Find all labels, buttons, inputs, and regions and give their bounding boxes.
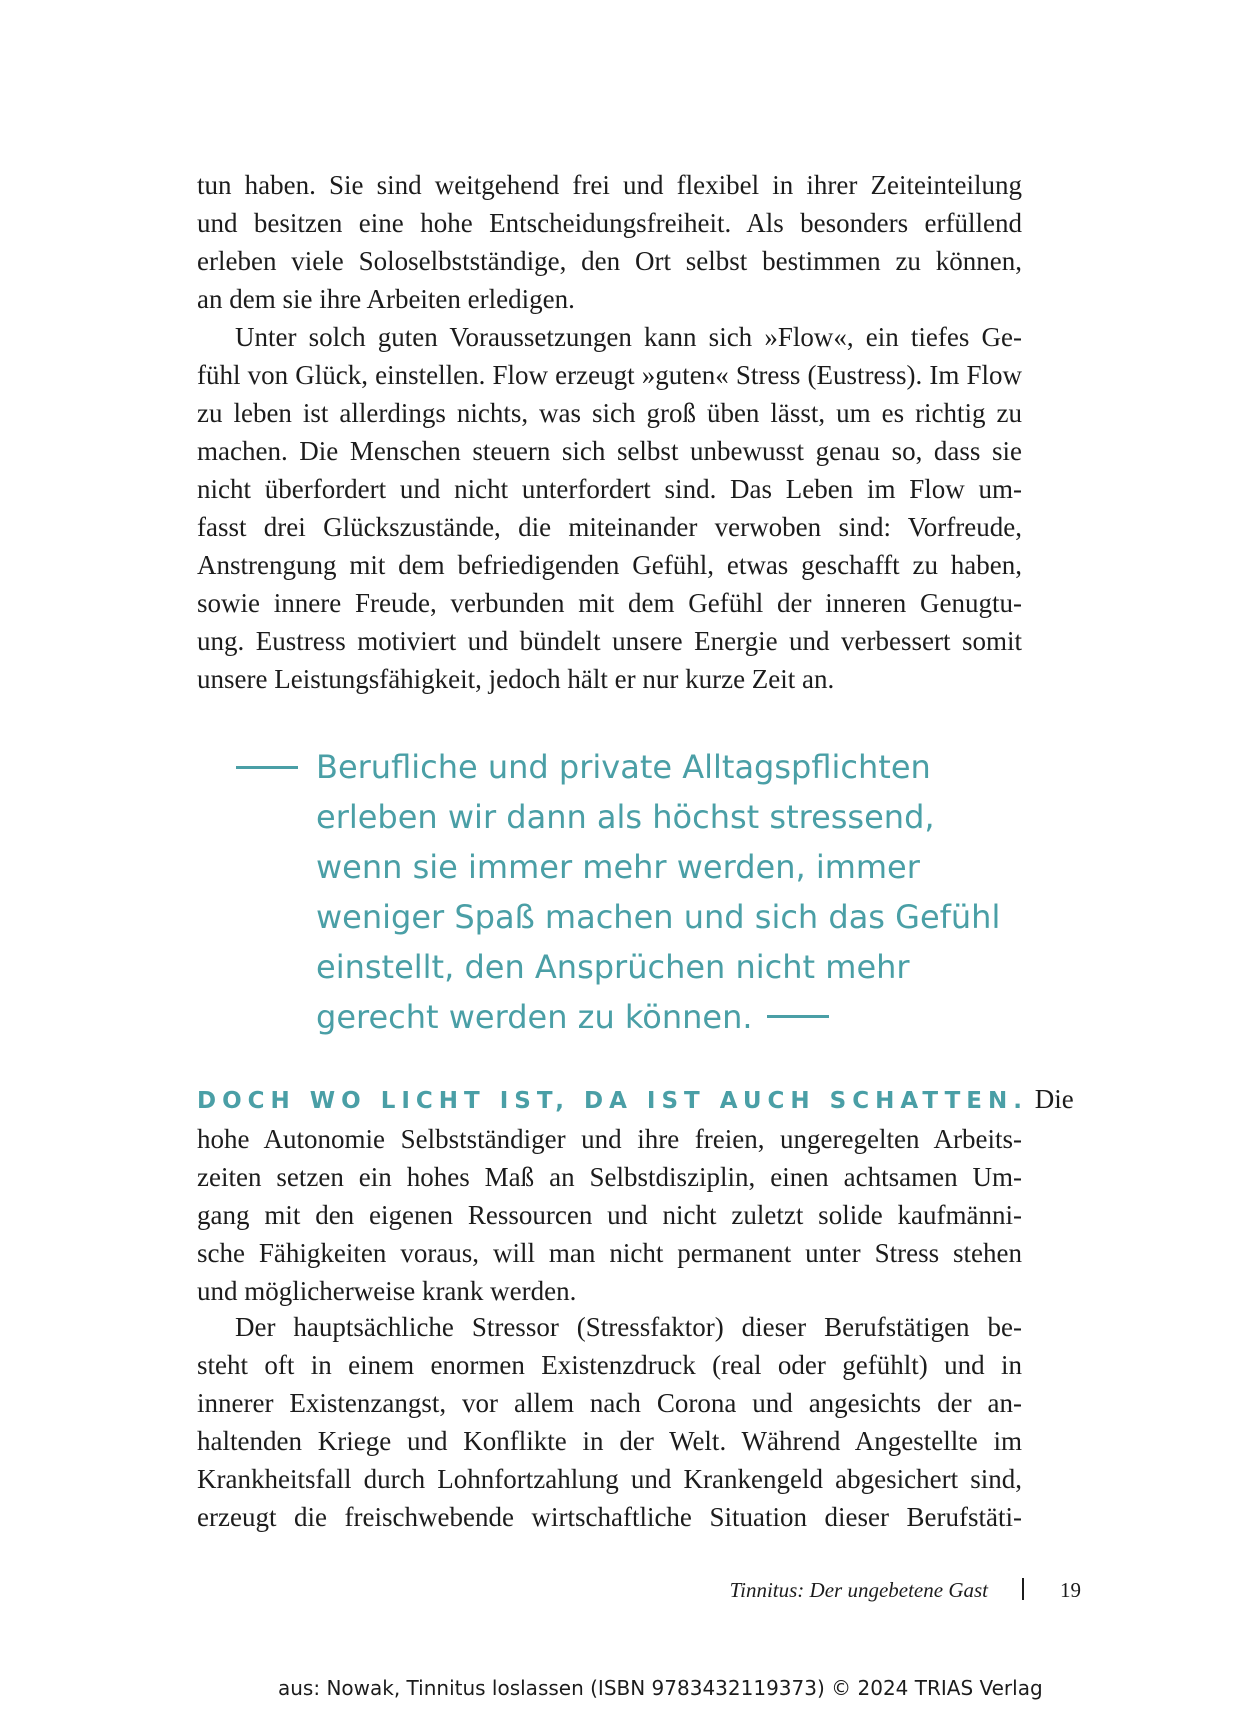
paragraph-line: Krankheitsfall durch Lohnfortzahlung und Krankengeld abgesichert sind, [197,1464,1022,1494]
section-heading: DOCH WO LICHT IST, DA IST AUCH SCHATTEN. [197,1088,1028,1114]
paragraph-1 [197,166,1022,318]
paragraph-line: sche Fähigkeiten voraus, will man nicht permanent unter Stress stehen [197,1238,1022,1268]
paragraph-line: fühl von Glück, einstellen. Flow erzeugt »guten« Stress (Eustress). Im Flow [197,360,1022,390]
running-footer [600,1574,1100,1608]
quote-dash-open [236,766,298,769]
paragraph-line: steht oft in einem enormen Existenzdruck (real oder gefühlt) und in [197,1350,1022,1380]
quote-line-last [236,992,1056,1042]
paragraph-line: und besitzen eine hohe Entscheidungsfreiheit. Als besonders erfüllend [197,208,1022,238]
paragraph-line: unsere Leistungsfähigkeit, jedoch hält er nur kurze Zeit an. [197,664,835,694]
paragraph-line: Der hauptsächliche Stressor (Stressfaktor) dieser Berufstätigen be- [235,1312,1022,1342]
paragraph-line: gang mit den eigenen Ressourcen und nicht zuletzt solide kaufmänni- [197,1200,1022,1230]
quote-line: wenn sie immer mehr werden, immer [316,848,920,886]
paragraph-line: innerer Existenzangst, vor allem nach Corona und angesichts der an- [197,1388,1022,1418]
quote-line: einstellt, den Ansprüchen nicht mehr [316,948,910,986]
heading-run-in-text: Die [1034,1084,1074,1114]
quote-line: Berufliche und private Alltagspflichten [316,748,931,786]
paragraph-line: haltenden Kriege und Konflikte in der Welt. Während Angestellte im [197,1426,1022,1456]
quote-dash-close [767,1015,829,1018]
paragraph-2 [197,318,1022,698]
paragraph-line: zu leben ist allerdings nichts, was sich groß üben lässt, um es richtig zu [197,398,1022,428]
paragraph-4 [197,1308,1022,1536]
paragraph-line: erzeugt die freischwebende wirtschaftliche Situation dieser Berufstäti- [197,1502,1022,1532]
paragraph-line: nicht überfordert und nicht unterfordert sind. Das Leben im Flow um- [197,474,1022,504]
paragraph-3 [197,1080,1074,1310]
running-title: Tinnitus: Der ungebetene Gast [729,1578,988,1602]
paragraph-line: sowie innere Freude, verbunden mit dem Gefühl der inneren Genugtu- [197,588,1022,618]
paragraph-line: Unter solch guten Voraussetzungen kann sich »Flow«, ein tiefes Ge- [235,322,1022,352]
paragraph-line: erleben viele Soloselbstständige, den Ort selbst bestimmen zu können, [197,246,1022,276]
quote-line: weniger Spaß machen und sich das Gefühl [316,898,1001,936]
paragraph-line: machen. Die Menschen steuern sich selbst unbewusst genau so, dass sie [197,436,1022,466]
paragraph-line: zeiten setzen ein hohes Maß an Selbstdisziplin, einen achtsamen Um- [197,1162,1022,1192]
page-number: 19 [1060,1578,1081,1602]
quote-line: erleben wir dann als höchst stressend, [316,798,935,836]
copyright-notice: aus: Nowak, Tinnitus loslassen (ISBN 9783432119373) © 2024 TRIAS Verlag [278,1676,1043,1700]
paragraph-line: und möglicherweise krank werden. [197,1276,577,1306]
paragraph-line: tun haben. Sie sind weitgehend frei und flexibel in ihrer Zeiteinteilung [197,170,1022,200]
paragraph-line-with-heading [197,1080,1074,1120]
quote-line-text: gerecht werden zu können. [316,998,753,1036]
paragraph-line: Anstrengung mit dem befriedigenden Gefühl, etwas geschafft zu haben, [197,550,1022,580]
paragraph-line: fasst drei Glückszustände, die miteinander verwoben sind: Vorfreude, [197,512,1022,542]
pull-quote [236,742,1056,1042]
paragraph-line: an dem sie ihre Arbeiten erledigen. [197,284,575,314]
paragraph-line: hohe Autonomie Selbstständiger und ihre freien, ungeregelten Arbeits- [197,1124,1022,1154]
paragraph-line: ung. Eustress motiviert und bündelt unsere Energie und verbessert somit [197,626,1022,656]
footer-separator [1022,1578,1024,1600]
